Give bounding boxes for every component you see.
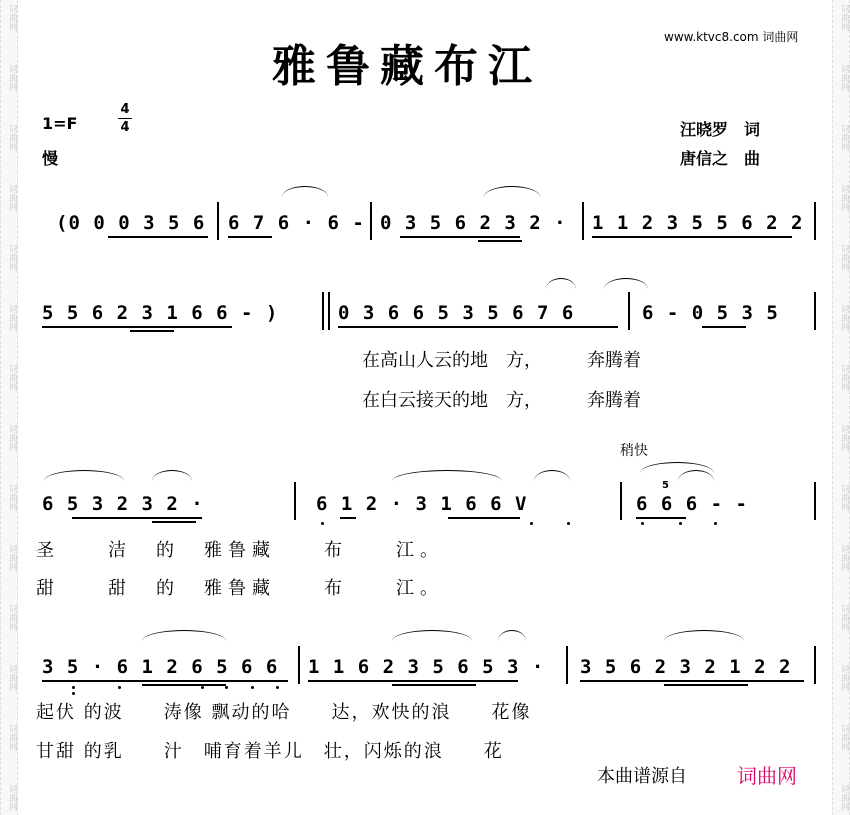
barline bbox=[620, 482, 622, 520]
measure-4-2: 1 1 6 2 3 5 6 5 3 · bbox=[308, 656, 545, 678]
lyric-line-1: 在高山人云的地 方， 奔腾着 bbox=[362, 350, 641, 371]
barline bbox=[370, 202, 372, 240]
measure-4-3: 3 5 6 2 3 2 1 2 2 bbox=[580, 656, 792, 678]
measure-1-3: 0 3 5 6 2 3 2 · bbox=[380, 212, 567, 234]
slur bbox=[142, 630, 226, 641]
watermark-text: 词曲网 bbox=[839, 4, 849, 31]
barline bbox=[814, 202, 816, 240]
octave-dot bbox=[530, 522, 533, 525]
octave-dot bbox=[679, 522, 682, 525]
beat-underline bbox=[392, 684, 476, 686]
measure-1-4: 1 1 2 3 5 5 6 2 2 bbox=[592, 212, 804, 234]
watermark-text: 词曲网 bbox=[7, 364, 17, 391]
barline bbox=[298, 646, 300, 684]
barline bbox=[582, 202, 584, 240]
beat-underline bbox=[228, 236, 272, 238]
slur bbox=[498, 630, 526, 641]
watermark-text: 词曲网 bbox=[7, 664, 17, 691]
watermark-text: 词曲网 bbox=[839, 364, 849, 391]
watermark-text: 词曲网 bbox=[839, 124, 849, 151]
barline bbox=[217, 202, 219, 240]
watermark-text: 词曲网 bbox=[7, 784, 17, 811]
watermark-text: 词曲网 bbox=[7, 484, 17, 511]
beat-underline bbox=[130, 330, 174, 332]
song-title: 雅鲁藏布江 bbox=[272, 41, 542, 92]
source-credit-brand: 词曲网 bbox=[737, 764, 797, 788]
octave-dot bbox=[714, 522, 717, 525]
watermark-text: 词曲网 bbox=[7, 544, 17, 571]
slur bbox=[392, 470, 502, 481]
beat-underline bbox=[664, 684, 748, 686]
slur bbox=[484, 186, 540, 197]
barline bbox=[628, 292, 630, 330]
slur bbox=[546, 278, 576, 289]
beat-underline bbox=[42, 680, 288, 682]
lyric-line-5: 起伏 的波 涛像 飘动的哈 达，欢快的浪 花像 bbox=[36, 702, 532, 723]
source-credit-text: 本曲谱源自 bbox=[597, 766, 687, 787]
slur bbox=[664, 630, 744, 641]
octave-dot bbox=[118, 686, 121, 689]
beat-underline bbox=[636, 517, 686, 519]
beat-underline bbox=[478, 240, 522, 242]
watermark-text: 词曲网 bbox=[839, 604, 849, 631]
grace-note: 5 bbox=[662, 480, 669, 491]
time-signature bbox=[118, 102, 132, 135]
slur bbox=[282, 186, 328, 197]
site-watermark: www.ktvc8.com 词曲网 bbox=[664, 30, 799, 44]
barline bbox=[322, 292, 324, 330]
watermark-text: 词曲网 bbox=[7, 424, 17, 451]
watermark-text: 词曲网 bbox=[7, 724, 17, 751]
octave-dot bbox=[72, 686, 75, 689]
composer-credit: 唐信之 曲 bbox=[680, 149, 761, 168]
beat-underline bbox=[580, 680, 804, 682]
beat-underline bbox=[400, 236, 520, 238]
barline bbox=[328, 292, 330, 330]
octave-dot bbox=[641, 522, 644, 525]
tempo-marking: 慢 bbox=[42, 149, 59, 168]
measure-2-2: 0 3 6 6 5 3 5 6 7 6 bbox=[338, 302, 575, 324]
lyric-line-3: 圣 洁 的 雅鲁藏 布 江。 bbox=[36, 540, 444, 561]
octave-dot bbox=[321, 522, 324, 525]
measure-2-1: 5 5 6 2 3 1 6 6 - ) bbox=[42, 302, 279, 324]
left-watermark-strip bbox=[0, 0, 18, 815]
measure-3-1: 6 5 3 2 3 2 · bbox=[42, 493, 204, 515]
lyricist-credit: 汪晓罗 词 bbox=[680, 120, 761, 139]
right-watermark-strip bbox=[832, 0, 850, 815]
watermark-text: 词曲网 bbox=[7, 184, 17, 211]
barline bbox=[814, 646, 816, 684]
watermark-text: 词曲网 bbox=[7, 124, 17, 151]
barline bbox=[814, 292, 816, 330]
barline bbox=[814, 482, 816, 520]
watermark-text: 词曲网 bbox=[839, 484, 849, 511]
beat-underline bbox=[142, 684, 226, 686]
lyric-line-6: 甘甜 的乳 汁 哺育着羊儿 壮，闪烁的浪 花 bbox=[36, 741, 504, 762]
watermark-text: 词曲网 bbox=[839, 544, 849, 571]
beat-underline bbox=[308, 680, 518, 682]
beat-underline bbox=[448, 517, 520, 519]
watermark-text: 词曲网 bbox=[7, 244, 17, 271]
lyric-line-2: 在白云接天的地 方， 奔腾着 bbox=[362, 390, 641, 411]
beat-underline bbox=[340, 517, 356, 519]
watermark-text: 词曲网 bbox=[7, 604, 17, 631]
time-signature-bottom: 4 bbox=[120, 120, 130, 135]
octave-dot bbox=[201, 686, 204, 689]
watermark-text: 词曲网 bbox=[7, 304, 17, 331]
key-signature: 1=F bbox=[42, 114, 78, 133]
watermark-text: 词曲网 bbox=[839, 724, 849, 751]
measure-4-1: 3 5 · 6 1 2 6 5 6 6 bbox=[42, 656, 279, 678]
measure-3-2: 6 1 2 · 3 1 6 6 V bbox=[316, 493, 528, 515]
tempo-change-marking: 稍快 bbox=[620, 443, 648, 459]
beat-underline bbox=[72, 517, 202, 519]
slur bbox=[604, 278, 648, 289]
octave-dot bbox=[251, 686, 254, 689]
barline bbox=[566, 646, 568, 684]
slur bbox=[44, 470, 124, 481]
beat-underline bbox=[702, 326, 746, 328]
beat-underline bbox=[42, 326, 232, 328]
measure-3-3: 6 6 6 - - bbox=[636, 493, 748, 515]
slur bbox=[534, 470, 570, 481]
barline bbox=[294, 482, 296, 520]
octave-dot bbox=[225, 686, 228, 689]
lyric-line-4: 甜 甜 的 雅鲁藏 布 江。 bbox=[36, 578, 444, 599]
watermark-text: 词曲网 bbox=[839, 304, 849, 331]
watermark-text: 词曲网 bbox=[839, 184, 849, 211]
watermark-text: 词曲网 bbox=[839, 664, 849, 691]
measure-2-3: 6 - 0 5 3 5 bbox=[642, 302, 779, 324]
slur bbox=[152, 470, 192, 481]
time-signature-top: 4 bbox=[120, 102, 130, 117]
beat-underline bbox=[338, 326, 618, 328]
slur bbox=[392, 630, 472, 641]
octave-dot bbox=[276, 686, 279, 689]
watermark-text: 词曲网 bbox=[839, 784, 849, 811]
watermark-text: 词曲网 bbox=[839, 424, 849, 451]
watermark-text: 词曲网 bbox=[7, 4, 17, 31]
watermark-text: 词曲网 bbox=[839, 64, 849, 91]
watermark-text: 词曲网 bbox=[7, 64, 17, 91]
watermark-text: 词曲网 bbox=[839, 244, 849, 271]
octave-dot bbox=[72, 692, 75, 695]
beat-underline bbox=[108, 236, 208, 238]
measure-1-2: 6 7 6 · 6 - bbox=[228, 212, 365, 234]
measure-1-1: (0 0 0 3 5 6 bbox=[56, 212, 206, 234]
beat-underline bbox=[592, 236, 792, 238]
octave-dot bbox=[567, 522, 570, 525]
beat-underline bbox=[152, 521, 196, 523]
